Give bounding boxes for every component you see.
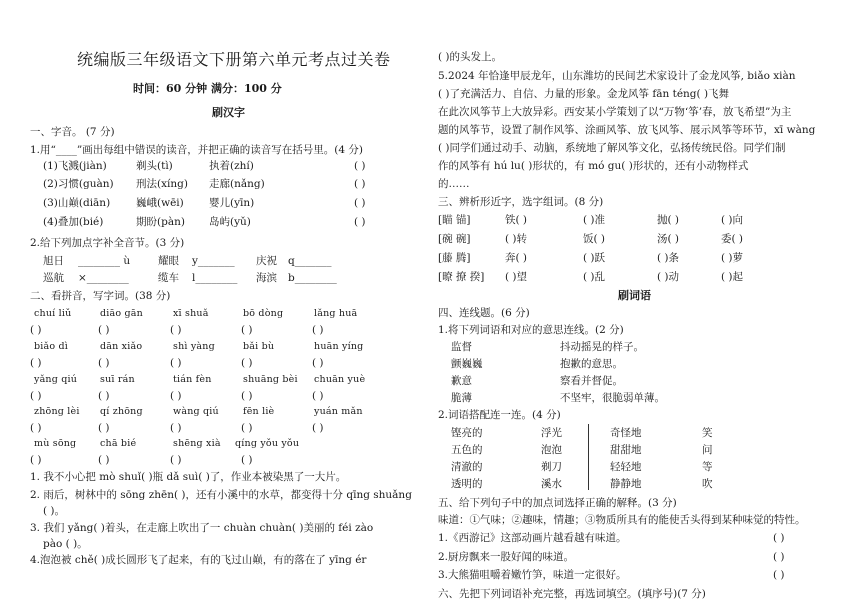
pinyin: chuān yuè bbox=[314, 374, 366, 385]
word: 海滨 bbox=[256, 272, 277, 284]
q5-heading: 五、给下列句子中的加点词选择正确的解释。(3 分) bbox=[438, 497, 677, 509]
match-word[interactable]: 浮光 bbox=[541, 427, 562, 439]
match-word[interactable]: 问 bbox=[702, 444, 713, 456]
answer-box[interactable]: ( ) bbox=[312, 324, 324, 336]
section-ciyu-heading: 刷词语 bbox=[618, 289, 651, 302]
sentence-5-line: 作的风筝有 hú lu( )形状的，有 mó gu( )形状的，还有小动物样式 bbox=[438, 160, 749, 172]
q1-cell: 岛屿(yǔ) bbox=[209, 216, 251, 228]
blank-cell[interactable]: 抛( ) bbox=[657, 214, 680, 226]
match-word[interactable]: 笑 bbox=[702, 427, 713, 439]
q1-cell: 婴儿(yīn) bbox=[209, 197, 255, 209]
page-title: 统编版三年级语文下册第六单元考点过关卷 bbox=[77, 50, 391, 69]
pinyin: diāo gān bbox=[100, 308, 143, 319]
answer-box[interactable]: ( ) bbox=[98, 390, 110, 402]
blank-cell[interactable]: ( )转 bbox=[505, 233, 528, 245]
answer-blank[interactable]: ( ) bbox=[354, 216, 366, 228]
syllable-blank[interactable]: b________ bbox=[288, 272, 337, 284]
sentence-5-line: ( )同学们通过动手、动脑，系统地了解风筝文化，弘扬传统民俗。同学们制 bbox=[438, 142, 786, 154]
q4-heading: 四、连线题。(6 分) bbox=[438, 307, 530, 319]
match-word[interactable]: 等 bbox=[702, 461, 713, 473]
match-word[interactable]: 剃刀 bbox=[541, 461, 562, 473]
pinyin: yǎng qiú bbox=[34, 374, 78, 385]
answer-box[interactable]: ( ) bbox=[170, 357, 182, 369]
word: 缆车 bbox=[158, 272, 179, 284]
match-word[interactable]: 静静地 bbox=[610, 478, 642, 490]
match-word[interactable]: 监督 bbox=[451, 341, 472, 353]
answer-box[interactable]: ( ) bbox=[312, 357, 324, 369]
pinyin: bǎi bù bbox=[243, 341, 275, 352]
pinyin: chuí liǔ bbox=[34, 308, 72, 319]
match-word[interactable]: 透明的 bbox=[451, 478, 483, 490]
word: 耀眼 bbox=[158, 255, 179, 267]
q6-heading: 六、先把下列词语补充完整，再选词填空。(填序号)(7 分) bbox=[438, 588, 706, 600]
pinyin: suī rán bbox=[100, 374, 135, 385]
answer-blank[interactable]: ( ) bbox=[773, 569, 785, 581]
q2-sentence-1: 1. 我不小心把 mò shuǐ( )瓶 dǎ suì( )了，作业本被染黑了一大片。 bbox=[30, 471, 347, 483]
char-pair: [藤 腾] bbox=[438, 252, 471, 264]
pinyin: bō dòng bbox=[243, 308, 284, 319]
answer-box[interactable]: ( ) bbox=[170, 390, 182, 402]
q2-sentence-4: 4.泡泡被 chě( )成长圆形飞了起来，有的飞过山巅，有的落在了 yīng ér bbox=[30, 554, 367, 566]
answer-box[interactable]: ( ) bbox=[170, 422, 182, 434]
match-word[interactable]: 五色的 bbox=[451, 444, 483, 456]
answer-box[interactable]: ( ) bbox=[30, 422, 42, 434]
answer-box[interactable]: ( ) bbox=[98, 454, 110, 466]
q1-cell: 剃头(tì) bbox=[136, 160, 173, 172]
syllable-blank[interactable]: q_______ bbox=[288, 255, 332, 267]
pinyin: tián fèn bbox=[173, 374, 212, 385]
answer-box[interactable]: ( ) bbox=[30, 454, 42, 466]
match-meaning[interactable]: 抖动摇晃的样子。 bbox=[560, 341, 644, 353]
blank-cell[interactable]: 奔( ) bbox=[505, 252, 528, 264]
blank-cell[interactable]: 饭( ) bbox=[583, 233, 606, 245]
q1-cell: 期盼(pàn) bbox=[136, 216, 185, 228]
answer-box[interactable]: ( ) bbox=[170, 324, 182, 336]
char-pair: [碗 碗] bbox=[438, 233, 471, 245]
pinyin: fēn liè bbox=[243, 406, 275, 417]
match-word[interactable]: 溪水 bbox=[541, 478, 562, 490]
match-word[interactable]: 泡泡 bbox=[541, 444, 562, 456]
q5-sentence: 3.大熊猫咀嚼着嫩竹笋，味道一定很好。 bbox=[438, 569, 627, 581]
answer-box[interactable]: ( ) bbox=[30, 390, 42, 402]
sentence-5-line: 5.2024 年恰逢甲辰龙年，山东潍坊的民间艺术家设计了金龙风筝, biǎo xiàn bbox=[438, 70, 796, 82]
answer-blank[interactable]: ( ) bbox=[354, 178, 366, 190]
match-meaning[interactable]: 察看并督促。 bbox=[560, 375, 623, 387]
pinyin: huān yíng bbox=[314, 341, 364, 352]
blank-cell[interactable]: 汤( ) bbox=[657, 233, 680, 245]
column-divider bbox=[588, 424, 589, 490]
match-meaning[interactable]: 抱歉的意思。 bbox=[560, 358, 623, 370]
blank-cell[interactable]: 委( ) bbox=[721, 233, 744, 245]
q1-cell: 走廊(nǎng) bbox=[209, 178, 265, 190]
q2-sentence-2: 2. 雨后，树林中的 sōng zhēn( )，还有小溪中的水草，都变得十分 qīng shuǎng bbox=[30, 489, 412, 501]
blank-cell[interactable]: ( )萝 bbox=[721, 252, 744, 264]
syllable-blank[interactable]: y_______ bbox=[192, 255, 235, 267]
answer-blank[interactable]: ( ) bbox=[773, 551, 785, 563]
word: 旭日 bbox=[43, 255, 64, 267]
answer-box[interactable]: ( ) bbox=[312, 390, 324, 402]
q2-heading: 二、看拼音，写字词。(38 分) bbox=[30, 290, 171, 302]
pinyin: qí zhōng bbox=[100, 406, 143, 417]
answer-blank[interactable]: ( ) bbox=[773, 532, 785, 544]
match-word[interactable]: 轻轻地 bbox=[610, 461, 642, 473]
syllable-blank[interactable]: l________ bbox=[192, 272, 238, 284]
match-word[interactable]: 清澈的 bbox=[451, 461, 483, 473]
answer-box[interactable]: ( ) bbox=[98, 324, 110, 336]
pinyin: yuán mǎn bbox=[314, 406, 363, 417]
sentence-5-line: ( )了充满活力、自信、力量的形象。金龙风筝 fān téng( )飞舞 bbox=[438, 88, 730, 100]
q1-cell: 巍峨(wēi) bbox=[136, 197, 184, 209]
blank-cell[interactable]: ( )起 bbox=[721, 271, 744, 283]
syllable-blank[interactable]: ________ ù bbox=[78, 255, 131, 267]
q1-heading: 一、字音。 (7 分) bbox=[30, 126, 115, 138]
match-meaning[interactable]: 不坚牢，很脆弱单薄。 bbox=[560, 392, 665, 404]
match-word[interactable]: 甜甜地 bbox=[610, 444, 642, 456]
answer-box[interactable]: ( ) bbox=[98, 357, 110, 369]
match-word[interactable]: 奇怪地 bbox=[610, 427, 642, 439]
q2-sentence-3-cont: pào ( )。 bbox=[43, 538, 88, 550]
match-word[interactable]: 脆薄 bbox=[451, 392, 472, 404]
q4-1-instruction: 1.将下列词语和对应的意思连线。(2 分) bbox=[438, 324, 624, 336]
exam-time-score: 时间：60 分钟 满分：100 分 bbox=[133, 82, 282, 95]
answer-box[interactable]: ( ) bbox=[241, 422, 253, 434]
answer-box[interactable]: ( ) bbox=[241, 324, 253, 336]
q3-heading: 三、辨析形近字，选字组词。(8 分) bbox=[438, 196, 604, 208]
q2-sentence-2-cont: ( )。 bbox=[43, 505, 66, 517]
blank-cell[interactable]: ( )乱 bbox=[583, 271, 606, 283]
sentence-4-cont: ( )的头发上。 bbox=[438, 51, 503, 63]
char-pair: [瞄 锚] bbox=[438, 214, 471, 226]
q5-definitions: 味道：①气味；②趣味，情趣；③物质所具有的能使舌头得到某种味觉的特性。 bbox=[438, 514, 806, 526]
blank-cell[interactable]: ( )条 bbox=[657, 252, 680, 264]
pinyin: lǎng huā bbox=[314, 308, 358, 319]
answer-box[interactable]: ( ) bbox=[312, 422, 324, 434]
q1-1-instruction: 1.用“____”画出每组中错误的读音，并把正确的读音写在括号里。(4 分) bbox=[30, 144, 363, 156]
blank-cell[interactable]: ( )动 bbox=[657, 271, 680, 283]
q1-cell: 刑法(xíng) bbox=[136, 178, 188, 190]
pinyin: shì yàng bbox=[173, 341, 215, 352]
answer-box[interactable]: ( ) bbox=[241, 390, 253, 402]
word: 庆祝 bbox=[256, 255, 277, 267]
answer-box[interactable]: ( ) bbox=[30, 357, 42, 369]
q1-cell: (3)山巅(diān) bbox=[43, 197, 111, 209]
section-hanzi-heading: 刷汉字 bbox=[212, 106, 245, 119]
match-word[interactable]: 吹 bbox=[702, 478, 713, 490]
syllable-blank[interactable]: ×________ bbox=[78, 272, 129, 284]
q1-2-instruction: 2.给下列加点字补全音节。(3 分) bbox=[30, 237, 185, 249]
blank-cell[interactable]: 铁( ) bbox=[505, 214, 528, 226]
pinyin: xī shuǎ bbox=[173, 308, 209, 319]
pinyin: biǎo dì bbox=[34, 341, 69, 352]
pinyin: wàng qiú bbox=[173, 406, 219, 417]
answer-box[interactable]: ( ) bbox=[170, 454, 182, 466]
pinyin: zhōng lèi bbox=[34, 406, 80, 417]
pinyin: shuāng bèi bbox=[243, 374, 298, 385]
sentence-5-line: 在此次风筝节上大放异彩。西安某小学策划了以“万物‘筝’春，放飞希望”为主 bbox=[438, 106, 792, 118]
q1-cell: 执着(zhí) bbox=[209, 160, 254, 172]
pinyin: shēng xià bbox=[173, 438, 221, 449]
q5-sentence: 2.厨房飘来一股好闻的味道。 bbox=[438, 551, 575, 563]
answer-blank[interactable]: ( ) bbox=[354, 197, 366, 209]
pinyin: qíng yǒu yǒu bbox=[235, 438, 300, 449]
sentence-5-line: 题的风筝节，设置了制作风筝、涂画风筝、放飞风筝、展示风筝等环节，xī wàng bbox=[438, 124, 816, 136]
answer-box[interactable]: ( ) bbox=[241, 454, 253, 466]
char-pair: [暸 撩 揆] bbox=[438, 271, 485, 283]
word: 巡航 bbox=[43, 272, 64, 284]
answer-blank[interactable]: ( ) bbox=[354, 160, 366, 172]
pinyin: dān xiǎo bbox=[100, 341, 143, 352]
blank-cell[interactable]: ( )向 bbox=[721, 214, 744, 226]
blank-cell[interactable]: ( )望 bbox=[505, 271, 528, 283]
blank-cell[interactable]: ( )跃 bbox=[583, 252, 606, 264]
answer-box[interactable]: ( ) bbox=[30, 324, 42, 336]
q2-sentence-3: 3. 我们 yǎng( )着头，在走廊上吹出了一 chuàn chuàn( )美丽的 féi zào bbox=[30, 522, 374, 534]
pinyin: chā bié bbox=[100, 438, 137, 449]
q5-sentence: 1.《西游记》这部动画片越看越有味道。 bbox=[438, 532, 627, 544]
match-word[interactable]: 铿亮的 bbox=[451, 427, 483, 439]
match-word[interactable]: 颤巍巍 bbox=[451, 358, 483, 370]
q4-2-instruction: 2.词语搭配连一连。(4 分) bbox=[438, 409, 561, 421]
q1-cell: (2)习惯(guàn) bbox=[43, 178, 114, 190]
q1-cell: (4)叠加(bié) bbox=[43, 216, 104, 228]
answer-box[interactable]: ( ) bbox=[241, 357, 253, 369]
pinyin: mù sōng bbox=[34, 438, 77, 449]
sentence-5-line: 的…… bbox=[438, 178, 470, 190]
q1-cell: (1)飞溅(jiàn) bbox=[43, 160, 107, 172]
answer-box[interactable]: ( ) bbox=[98, 422, 110, 434]
blank-cell[interactable]: ( )准 bbox=[583, 214, 606, 226]
match-word[interactable]: 歉意 bbox=[451, 375, 472, 387]
